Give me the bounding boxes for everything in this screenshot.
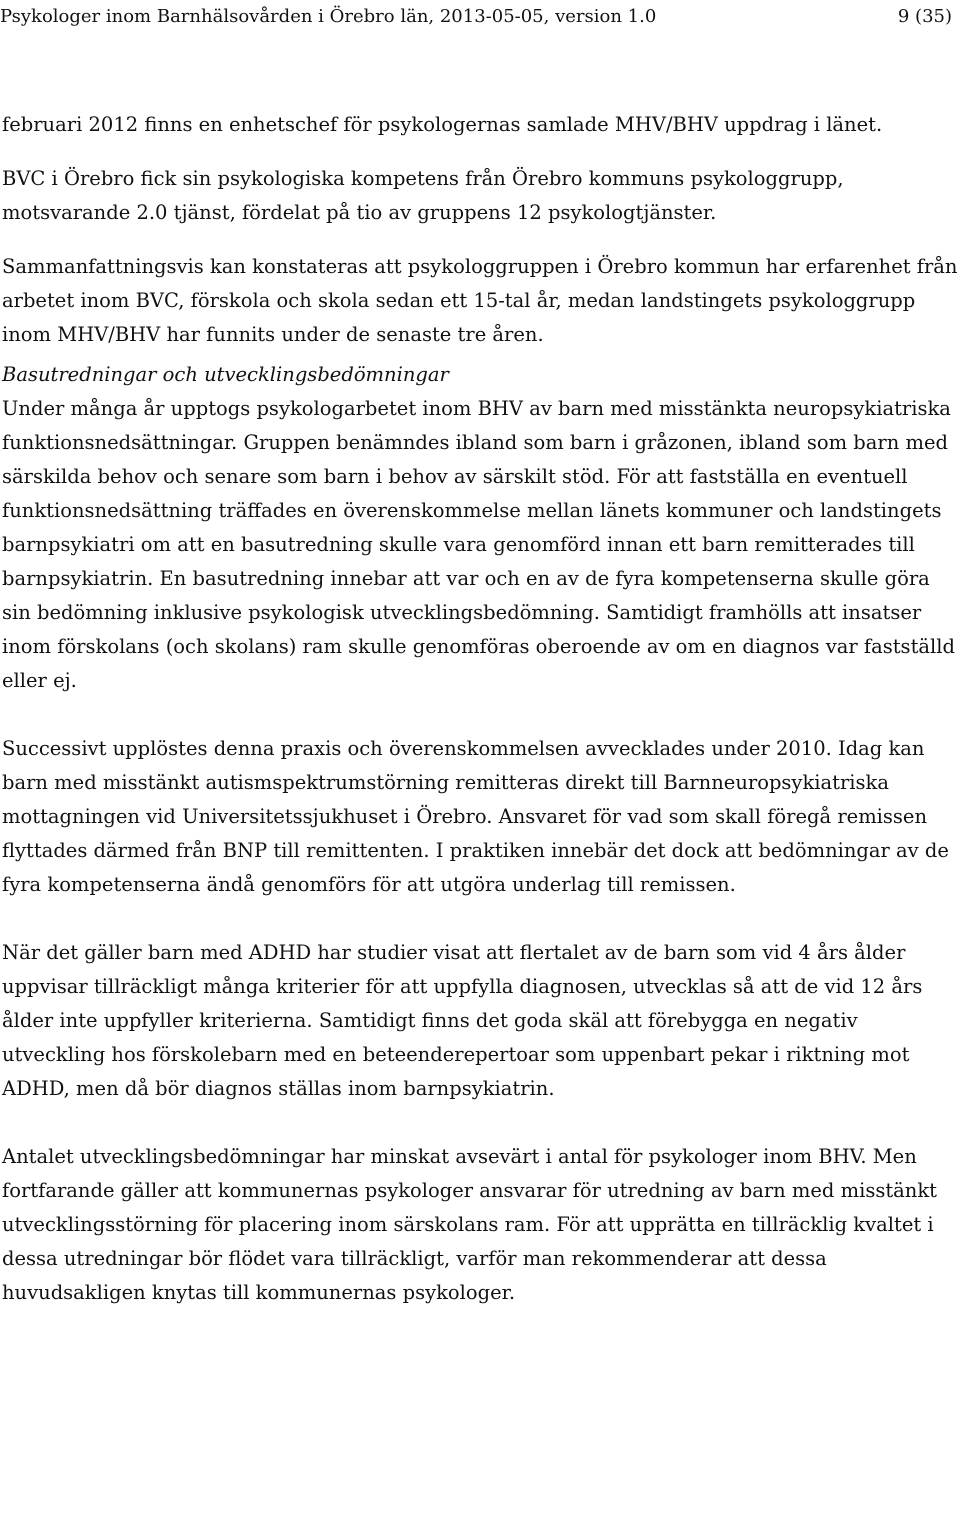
paragraph-continued: februari 2012 finns en enhetschef för psykologernas samlade MHV/BHV uppdrag i länet. xyxy=(2,113,883,136)
section-heading: Basutredningar och utvecklingsbedömningar xyxy=(2,363,449,386)
paragraph-basutredning: Under många år upptogs psykologarbetet inom BHV av barn med misstänkta neuropsykiatriska funktionsnedsättningar. Gruppen benämndes ibland som barn i gråzonen, ibland som barn med särskilda behov och senare som barn i behov av särskilt stöd. För att fastställa en eventuell funktionsnedsättning träffades en överenskommelse mellan länets kommuner och landstingets barnpsykiatri om att en basutredning skulle vara genomförd innan ett barn remitterades till barnpsykiatrin. En basutredning innebar att var och en av de fyra kompetenserna skulle göra sin bedömning inklusive psykologisk utvecklingsbedömning. Samtidigt framhölls att insatser inom förskolans (och skolans) ram skulle genomföras oberoende av om en diagnos var fastställd eller ej. xyxy=(2,397,955,692)
document-body xyxy=(2,108,958,1310)
paragraph-utvecklingsbedomningar: Antalet utvecklingsbedömningar har minskat avsevärt i antal för psykologer inom BHV. Men fortfarande gäller att kommunernas psykologer ansvarar för utredning av barn med misstänkt utvecklingsstörning för placering inom särskolans ram. För att upprätta en tillräcklig kvaltet i dessa utredningar bör flödet vara tillräckligt, varför man rekommenderar att dessa huvudsakligen knytas till kommunernas psykologer. xyxy=(2,1145,938,1304)
paragraph-summary: Sammanfattningsvis kan konstateras att psykologgruppen i Örebro kommun har erfarenhet från arbetet inom BVC, förskola och skola sedan ett 15-tal år, medan landstingets psykologgrupp inom MHV/BHV har funnits under de senaste tre åren. xyxy=(2,255,958,346)
document-title: Psykologer inom Barnhälsovården i Örebro län, 2013-05-05, version 1.0 xyxy=(0,6,657,27)
page-number: 9 (35) xyxy=(897,6,952,27)
paragraph-successivt: Successivt upplöstes denna praxis och överenskommelsen avvecklades under 2010. Idag kan barn med misstänkt autismspektrumstörning remitteras direkt till Barnneuropsykiatriska mottagningen vid Universitetssjukhuset i Örebro. Ansvaret för vad som skall föregå remissen flyttades därmed från BNP till remittenten. I praktiken innebär det dock att bedömningar av de fyra kompetenserna ändå genomförs för att utgöra underlag till remissen. xyxy=(2,737,949,896)
paragraph-bvc: BVC i Örebro fick sin psykologiska kompetens från Örebro kommuns psykologgrupp, motsvarande 2.0 tjänst, fördelat på tio av gruppens 12 psykologtjänster. xyxy=(2,167,844,224)
paragraph-adhd: När det gäller barn med ADHD har studier visat att flertalet av de barn som vid 4 års ålder uppvisar tillräckligt många kriterier för att uppfylla diagnosen, utvecklas så att de vid 12 års ålder inte uppfyller kriterierna. Samtidigt finns det goda skäl att förebygga en negativ utveckling hos förskolebarn med en beteenderepertoar som uppenbart pekar i riktning mot ADHD, men då bör diagnos ställas inom barnpsykiatrin. xyxy=(2,941,923,1100)
